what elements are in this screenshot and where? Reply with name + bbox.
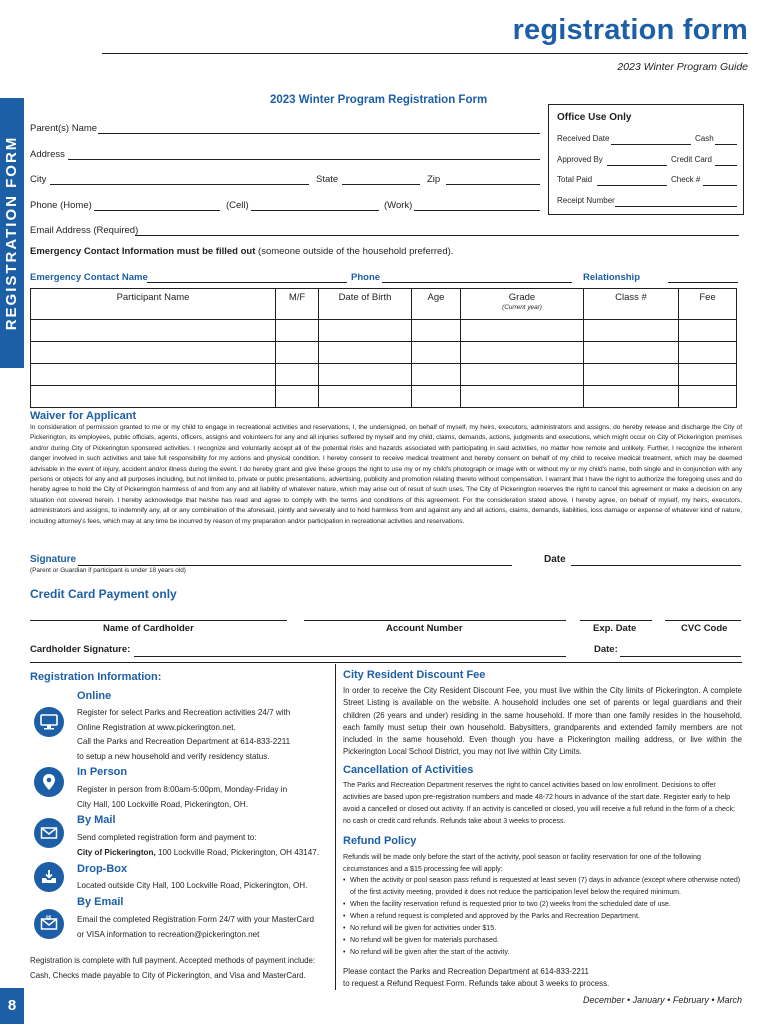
online-line: to setup a new household and verify residency status. <box>77 751 270 761</box>
table-row[interactable] <box>31 342 737 364</box>
received-date-field[interactable] <box>611 144 691 145</box>
in-person-line: City Hall, 100 Lockville Road, Pickerington, OH. <box>77 800 248 809</box>
cash-label: Cash <box>695 134 714 143</box>
by-mail-street: 100 Lockville Road, Pickerington, OH 43147. <box>155 848 320 857</box>
phone-home-label: Phone (Home) <box>30 200 92 211</box>
svg-text:@: @ <box>45 915 52 921</box>
header-rule <box>102 53 748 54</box>
col-date-of-birth: Date of Birth <box>319 289 412 320</box>
emergency-contact-field[interactable] <box>147 282 347 283</box>
total-paid-label: Total Paid <box>557 175 593 184</box>
by-mail-line: Send completed registration form and payment to: <box>77 833 257 842</box>
emergency-relationship-field[interactable] <box>668 282 738 283</box>
phone-work-label: (Work) <box>384 200 413 211</box>
card-date-field[interactable] <box>620 656 741 657</box>
by-mail-address <box>77 845 319 860</box>
approved-by-label: Approved By <box>557 155 603 164</box>
signature-field[interactable] <box>78 565 512 566</box>
table-row[interactable] <box>31 320 737 342</box>
exp-date-field[interactable] <box>580 620 652 621</box>
city-label: City <box>30 174 47 185</box>
reg-info-footer <box>30 953 315 983</box>
emergency-note-bold: Emergency Contact Information must be filled out <box>30 246 256 257</box>
refund-contact-line: to request a Refund Request Form. Refunds take about 3 weeks to process. <box>343 979 610 988</box>
drop-box-heading: Drop-Box <box>77 863 128 875</box>
in-person-line: Register in person from 8:00am-5:00pm, Monday-Friday in <box>77 785 288 794</box>
cardholder-name-label: Name of Cardholder <box>103 623 194 634</box>
col-fee: Fee <box>679 289 737 320</box>
online-line: Register for select Parks and Recreation activities 24/7 with <box>77 708 291 717</box>
email-field[interactable] <box>135 235 739 236</box>
list-item: • No refund will be given for materials purchased. <box>343 935 742 947</box>
column-divider <box>335 664 336 990</box>
drop-box-icon <box>34 862 64 892</box>
by-mail-heading: By Mail <box>77 814 116 826</box>
signature-note: (Parent or Guardian if participant is under 18 years old) <box>30 567 186 574</box>
online-line: Call the Parks and Recreation Department at 614-833-2211 <box>77 737 291 746</box>
state-field[interactable] <box>342 184 420 185</box>
participant-table-header <box>31 289 737 320</box>
refund-list <box>343 875 742 959</box>
by-mail-recipient: City of Pickerington, <box>77 848 156 857</box>
drop-box-text: Located outside City Hall, 100 Lockville Road, Pickerington, OH. <box>77 881 308 890</box>
cvc-code-field[interactable] <box>665 620 741 621</box>
by-email-line: or VISA information to recreation@pickerington.net <box>77 930 260 939</box>
waiver-date-label: Date <box>544 554 566 565</box>
page-number: 8 <box>0 988 24 1024</box>
address-field[interactable] <box>68 159 540 160</box>
online-line: Online Registration at www.pickerington.net. <box>77 722 236 732</box>
cash-field[interactable] <box>715 144 737 145</box>
waiver-text: In consideration of permission granted to me or my child to engage in recreational activities and reservations, I, the undersigned, on behalf of myself, my heirs, executors, administrators and assigns, do hereby release and discharge the City of Pickerington, its employees, public officials, agents, officers, assigns and volunteers for any and all injuries suffered by myself and my child, claims, demands, actions, judgments and executions, which might occur on City of Pickerington premises and/or during City of Pickerington sponsored activities. I recognize and voluntarily accept all of the potential risks and hazards associated with participating in said activities, no matter how remote and unlikely. Further, I recognize the inherent danger involved in such activities and take full responsibility for my actions and physical condition. I hereby consent to receive medical treatment and hereby consent on behalf of my child to receive medical treatment, which may be deemed advisable in the event of injury, accident and/or illness during the event. I do hereby grant and give these groups the right to use my or my child's photograph or image with or without my or my child's name, both single and in conjunction with any persons or objects for any and all purposes including, but not limited to, private or public presentations, advertising, publicity and promotion relating thereto without compensation. I warrant that I have the right to authorize the foregoing uses and do hereby agree to hold the City of Pickerington harmless of and from any and all liability of whatever nature, which may arise out of result of such uses. The City of Pickerington reserves the right to cancel this agreement or make a decision on any situation not covered herein. I hereby acknowledge that he/she has read and agree to comply with the terms and conditions of this agreement. For the consideration stated above, I hereby agree, on behalf of myself, my heirs, executors, administrators and assigns, to indemnify any, all or any combination of the aforesaid, jointly and severally and to hold harmless from and against any and all actions, claims, demands, liabilities, loss damage or expense of whatever kind of nature, including attorney's fees, which may at any time be incurred by reason of my preparation and/or participation in recreational activities and reservations. <box>30 424 742 525</box>
approved-by-field[interactable] <box>607 165 667 166</box>
state-label: State <box>316 174 339 185</box>
total-paid-field[interactable] <box>597 185 667 186</box>
form-title: 2023 Winter Program Registration Form <box>270 94 488 106</box>
refund-contact <box>343 966 609 990</box>
phone-home-field[interactable] <box>94 210 220 211</box>
card-date-label: Date: <box>594 644 618 655</box>
cvc-code-label: CVC Code <box>681 623 728 634</box>
credit-card-title: Credit Card Payment only <box>30 587 177 601</box>
parents-name-field[interactable] <box>98 133 540 134</box>
account-number-label: Account Number <box>386 623 463 634</box>
phone-cell-label: (Cell) <box>226 200 249 211</box>
refund-intro: Refunds will be made only before the start of the activity, pool season or facility reservation for one of the following circumstances and a $15 processing fee will apply: <box>343 853 701 873</box>
col-age: Age <box>412 289 461 320</box>
col-class-number: Class # <box>584 289 679 320</box>
emergency-phone-label: Phone <box>351 272 381 283</box>
grade-note: (Current year) <box>502 304 542 311</box>
exp-date-label: Exp. Date <box>593 623 637 634</box>
in-person-heading: In Person <box>77 766 128 778</box>
zip-field[interactable] <box>446 184 540 185</box>
refund-contact-line: Please contact the Parks and Recreation Department at 614-833-2211 <box>343 967 589 976</box>
by-email-line: Email the completed Registration Form 24/7 with your MasterCard <box>77 915 315 924</box>
receipt-number-field[interactable] <box>615 206 737 207</box>
col-grade <box>461 289 584 320</box>
page-header-subtitle: 2023 Winter Program Guide <box>617 61 748 73</box>
account-number-field[interactable] <box>304 620 566 621</box>
by-email-text <box>77 912 314 942</box>
office-use-box <box>548 104 744 215</box>
col-participant-name: Participant Name <box>31 289 276 320</box>
receipt-number-label: Receipt Number <box>557 196 615 205</box>
received-date-label: Received Date <box>557 134 610 143</box>
reg-info-title: Registration Information: <box>30 671 162 683</box>
online-text <box>77 706 290 764</box>
col-grade-label: Grade <box>508 292 536 303</box>
by-email-heading: By Email <box>77 896 124 908</box>
address-label: Address <box>30 149 65 160</box>
cardholder-signature-field[interactable] <box>134 656 566 657</box>
city-field[interactable] <box>50 184 309 185</box>
online-heading: Online <box>77 690 112 702</box>
section-divider <box>30 662 742 663</box>
footer-months: December • January • February • March <box>582 995 742 1005</box>
waiver-title: Waiver for Applicant <box>30 410 137 422</box>
sidebar-label: REGISTRATION FORM <box>3 135 20 331</box>
table-row[interactable] <box>31 364 737 386</box>
reg-info-footer-line: Cash, Checks made payable to City of Pickerington, and Visa and MasterCard. <box>30 971 306 980</box>
phone-cell-field[interactable] <box>251 210 379 211</box>
phone-work-field[interactable] <box>414 210 540 211</box>
refund-policy-title: Refund Policy <box>343 835 417 847</box>
envelope-icon <box>34 818 64 848</box>
cardholder-signature-label: Cardholder Signature: <box>30 644 131 655</box>
signature-label: Signature <box>30 554 77 565</box>
participant-table <box>30 288 737 408</box>
emergency-relationship-label: Relationship <box>583 272 641 283</box>
office-use-title: Office Use Only <box>557 112 632 123</box>
in-person-text <box>77 782 287 812</box>
credit-card-label: Credit Card <box>671 155 712 164</box>
emergency-phone-field[interactable] <box>382 282 572 283</box>
sidebar-tab <box>0 98 24 368</box>
table-row[interactable] <box>31 386 737 408</box>
list-item: • When a refund request is completed and approved by the Parks and Recreation Department. <box>343 911 742 923</box>
cancellation-title: Cancellation of Activities <box>343 764 474 776</box>
waiver-date-field[interactable] <box>571 565 741 566</box>
credit-card-field[interactable] <box>715 165 737 166</box>
list-item: • No refund will be given after the start of the activity. <box>343 947 742 959</box>
email-at-icon <box>34 909 64 939</box>
page-header-title: registration form <box>512 14 748 46</box>
computer-icon <box>34 707 64 737</box>
resident-discount-text: In order to receive the City Resident Discount Fee, you must live within the City limits of Pickerington. A complete Street Listing is available on the website. A household includes one set of parents or legal guardians and their children (26 years and under) residing in the same household. If more than one family resides in the household, each family must setup their own household. Babysitters, grandparents and extended family members are not included in the same household. Even though you have a Pickerington mailing address, or live within the Pickerington Local School District, you may not live within City Limits. <box>343 686 742 757</box>
emergency-contact-label: Emergency Contact Name <box>30 272 148 283</box>
list-item: • When the activity or pool season pass refund is requested at least seven (7) days in advance (except where otherwise noted) of the first activity meeting, provided it does not reduce the participation level below the required minimum. <box>343 875 742 899</box>
emergency-note-rest: (someone outside of the household preferred). <box>255 246 454 257</box>
list-item: • No refund will be given for activities under $15. <box>343 923 742 935</box>
by-mail-text <box>77 830 319 860</box>
location-pin-icon <box>34 767 64 797</box>
reg-info-footer-line: Registration is complete with full payment. Accepted methods of payment include: <box>30 956 316 965</box>
resident-discount-title: City Resident Discount Fee <box>343 669 486 681</box>
parents-name-label: Parent(s) Name <box>30 123 98 134</box>
zip-label: Zip <box>427 174 441 185</box>
check-field[interactable] <box>703 185 737 186</box>
emergency-note <box>30 246 453 257</box>
email-label: Email Address (Required) <box>30 225 139 236</box>
check-label: Check # <box>671 175 701 184</box>
col-mf: M/F <box>276 289 319 320</box>
list-item: • When the facility reservation refund is requested prior to two (2) weeks from the scheduled date of use. <box>343 899 742 911</box>
cardholder-name-field[interactable] <box>30 620 287 621</box>
cancellation-text: The Parks and Recreation Department reserves the right to cancel activities based on low enrollment. Decisions to offer activities are based upon pre-registration numbers and made 48-72 hours in advance of the start date. Register early to help avoid a cancelled or closed out activity. If an activity is cancelled or closed, you will receive a full refund in the form of a check; no cash or credit card refunds. Refunds take about 3 weeks to process. <box>343 782 735 825</box>
